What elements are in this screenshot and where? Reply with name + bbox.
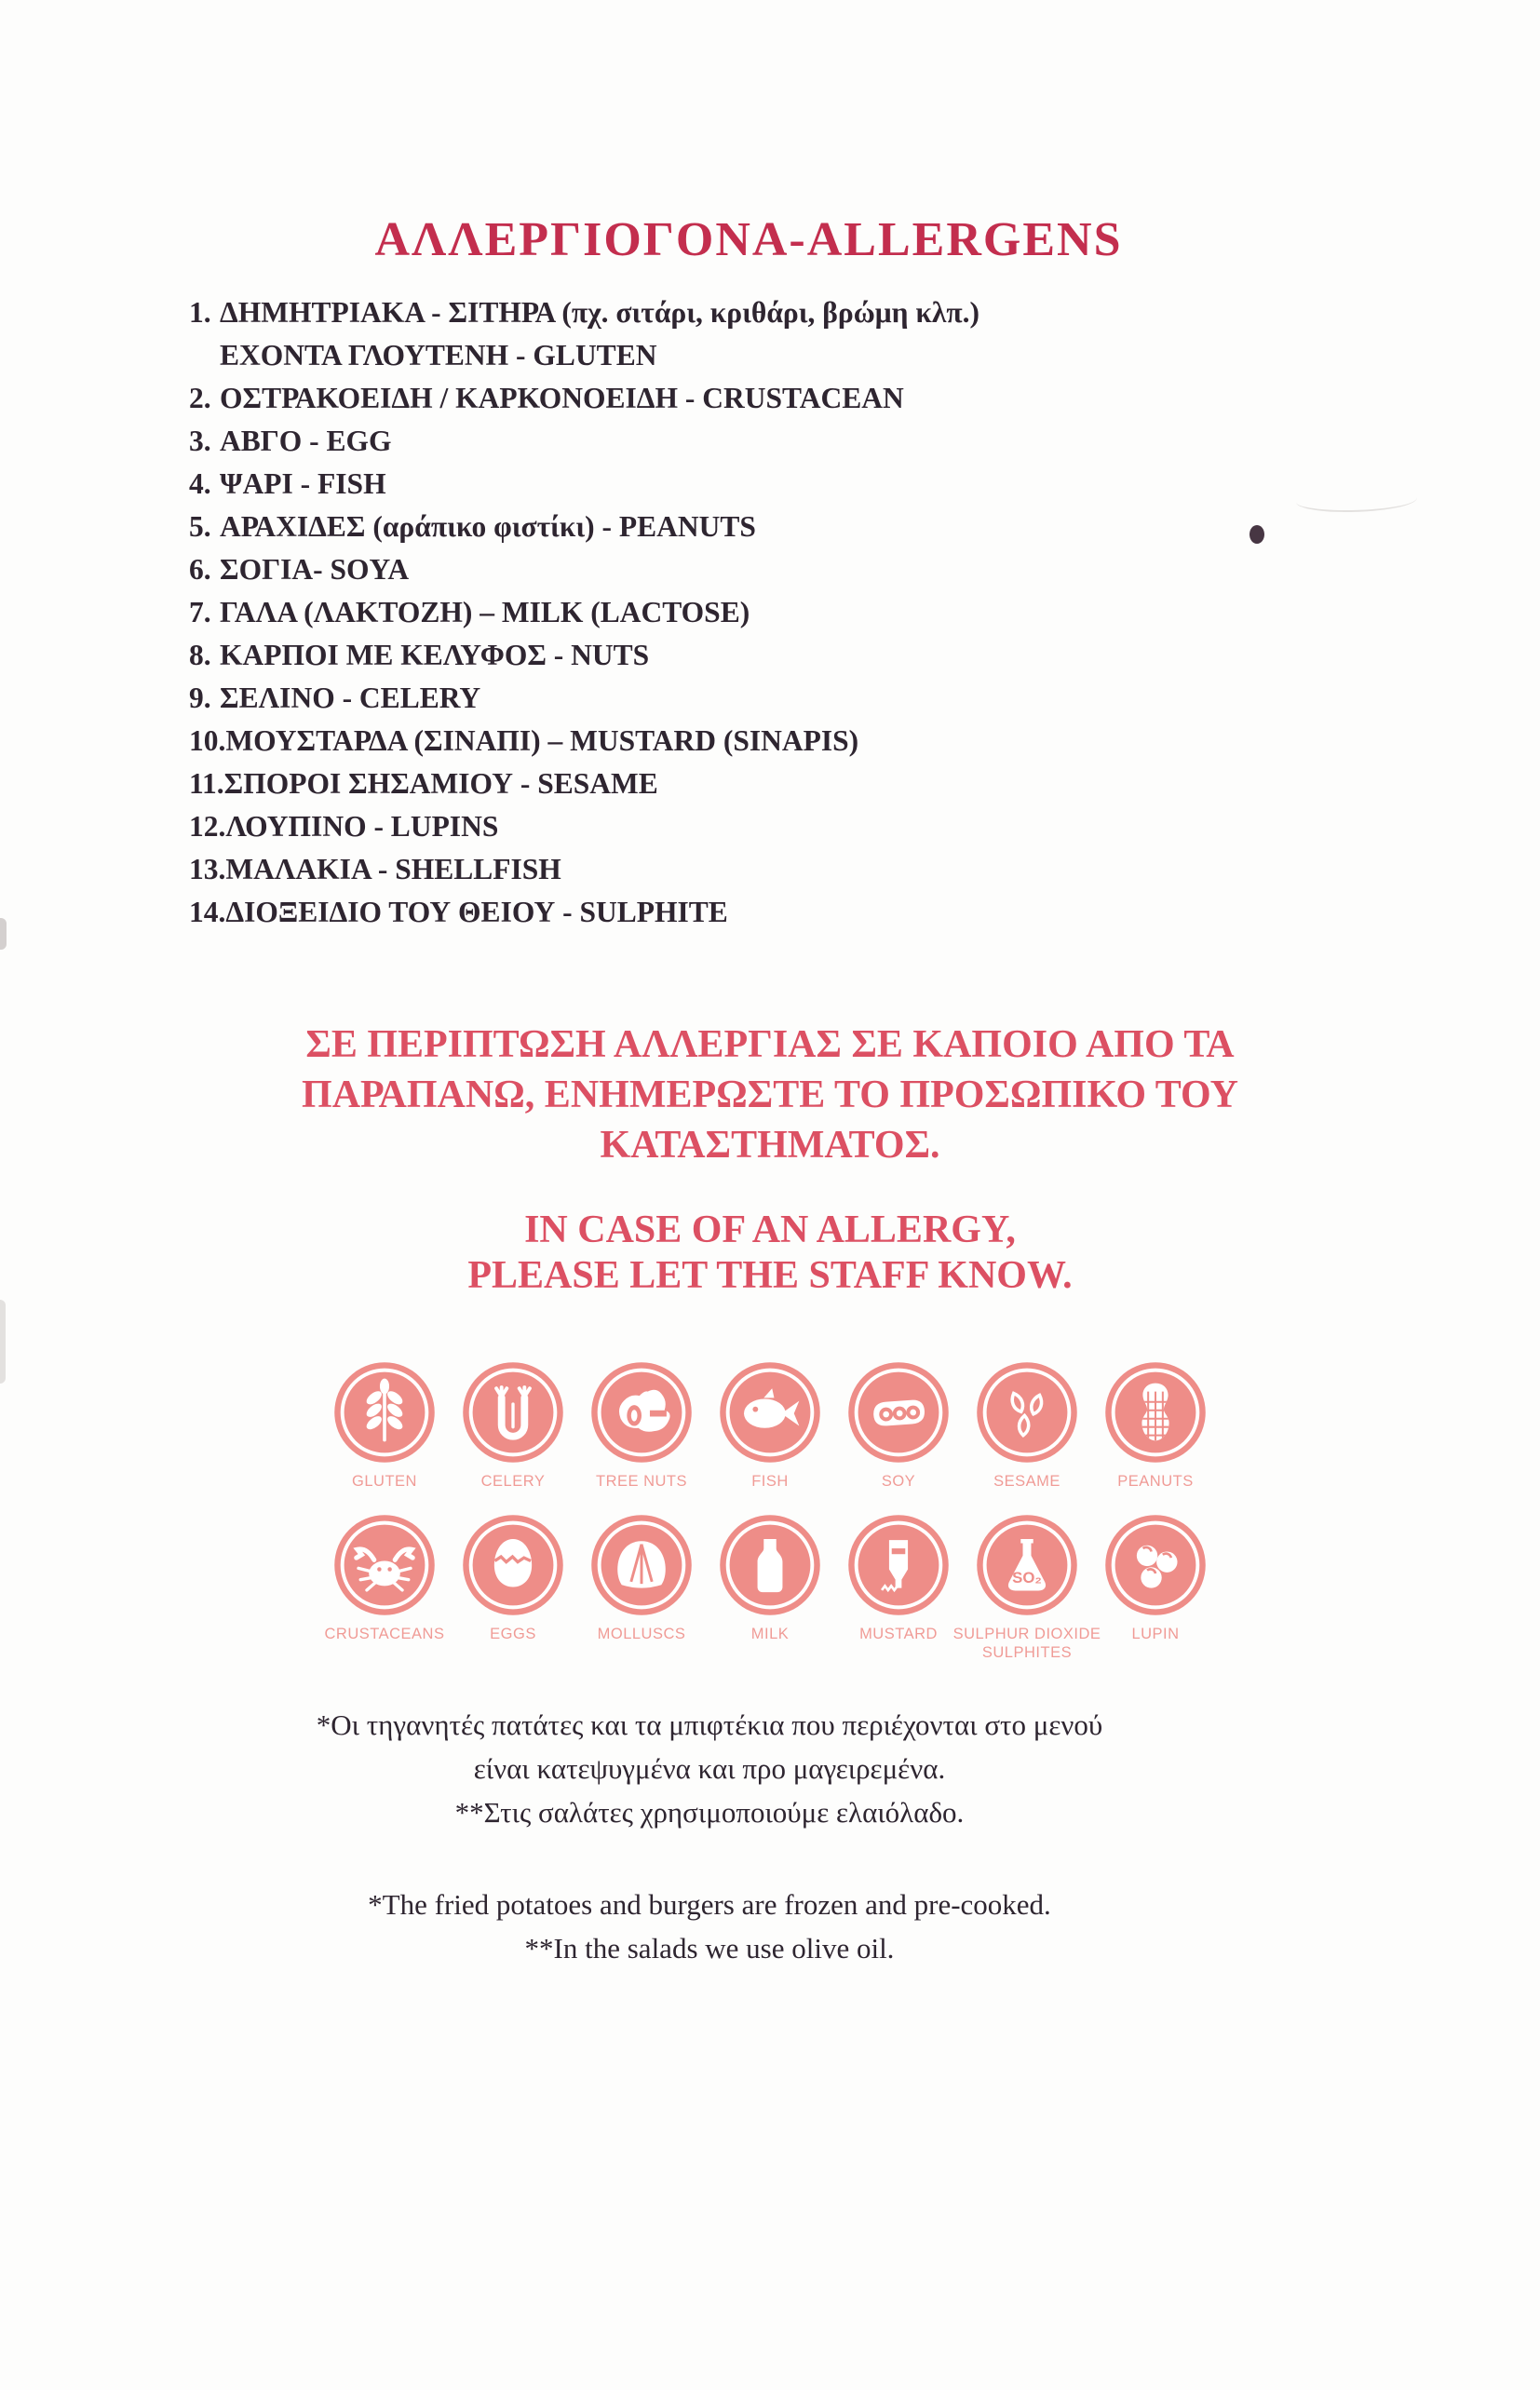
item-number: 10. [189,724,226,757]
icon-cell-sulphur-dioxide [952,1513,1101,1662]
fish-icon [718,1360,822,1465]
molluscs-icon [589,1513,694,1617]
icon-label: TREE NUTS [595,1473,687,1490]
icon-label: CELERY [480,1473,546,1490]
list-item [189,848,1484,891]
icon-cell-celery [461,1360,565,1491]
list-item [189,377,1484,420]
icon-cell-crustaceans [324,1513,445,1662]
list-item [189,291,1484,377]
icon-cell-eggs [461,1513,565,1662]
icon-label: PEANUTS [1117,1473,1194,1490]
soy-icon [846,1360,951,1465]
icon-label: FISH [751,1473,789,1490]
footnote-line: είναι κατεψυγμένα και προ μαγειρεμένα. [473,1752,946,1785]
item-number: 7. [189,596,211,628]
item-text: ΜΟΥΣΤΑΡΔΑ (ΣΙΝΑΠΙ) – MUSTARD (SINAPIS) [225,724,859,757]
sulphur-dioxide-icon [975,1513,1079,1617]
item-number: 2. [189,382,211,414]
page-title: ΑΛΛΕΡΓΙΟΓΟΝΑ-ALLERGENS [374,213,1123,266]
icon-cell-fish [718,1360,822,1491]
item-text: ΛΟΥΠΙΝΟ - LUPINS [225,810,499,843]
item-text: ΔΗΜΗΤΡΙΑΚΑ - ΣΙΤΗΡΑ (πχ. σιτάρι, κριθάρι, βρώμη κλπ.) [220,296,979,329]
item-number: 9. [189,682,211,714]
celery-icon [461,1360,565,1465]
peanuts-icon [1103,1360,1208,1465]
list-item [189,634,1484,677]
icon-cell-tree-nuts [589,1360,694,1491]
warning-line: ΠΑΡΑΠΑΝΩ, ΕΝΗΜΕΡΩΣΤΕ ΤΟ ΠΡΟΣΩΠΙΚΟ ΤΟΥ [302,1073,1238,1116]
warning-line: IN CASE OF AN ALLERGY, [524,1209,1016,1251]
eggs-icon [461,1513,565,1617]
allergen-icon-grid [0,1360,1540,1662]
icon-row-2 [0,1513,1540,1662]
item-text: ΨΑΡΙ - FISH [220,467,386,500]
list-item [189,677,1484,720]
icon-label: LUPIN [1131,1626,1180,1642]
footnote-line: **In the salads we use olive oil. [524,1932,895,1965]
item-number: 14. [189,896,226,928]
icon-cell-molluscs [589,1513,694,1662]
milk-icon [718,1513,822,1617]
list-item [189,805,1484,848]
item-number: 8. [189,639,211,671]
list-item [189,591,1484,634]
so2-text: SO₂ [1012,1569,1042,1587]
list-item [189,506,1484,548]
icon-cell-soy [846,1360,951,1491]
mustard-icon [846,1513,951,1617]
sesame-icon [975,1360,1079,1465]
icon-label: SULPHUR DIOXIDE SULPHITES [952,1626,1101,1661]
allergen-notice-page [0,212,1540,2390]
list-item [189,420,1484,463]
item-number: 11. [189,767,224,800]
icon-row-1 [0,1360,1540,1491]
icon-cell-mustard [846,1513,951,1662]
item-text: ΣΕΛΙΝΟ - CELERY [220,682,481,714]
item-number: 13. [189,853,226,885]
icon-cell-peanuts [1103,1360,1208,1491]
allergy-warning-greek [0,1019,1540,1170]
allergen-list [189,291,1484,934]
item-number: 5. [189,510,211,543]
icon-cell-sesame [975,1360,1079,1491]
icon-label: GLUTEN [352,1473,417,1490]
icon-label: SOY [881,1473,916,1490]
item-number: 12. [189,810,226,843]
item-text: ΚΑΡΠΟΙ ΜΕ ΚΕΛΥΦΟΣ - NUTS [220,639,650,671]
list-item [189,720,1484,763]
scan-edge-smudge [0,918,7,950]
item-number: 3. [189,425,211,457]
warning-line: ΣΕ ΠΕΡΙΠΤΩΣΗ ΑΛΛΕΡΓΙΑΣ ΣΕ ΚΑΠΟΙΟ ΑΠΟ ΤΑ [305,1023,1235,1066]
icon-cell-milk [718,1513,822,1662]
icon-label: MOLLUSCS [597,1626,686,1642]
tree-nuts-icon [589,1360,694,1465]
item-text: ΣΟΓΙΑ- SOYA [220,553,410,586]
item-text: ΓΑΛΑ (ΛΑΚΤΟΖΗ) – MILK (LACTOSE) [220,596,750,628]
item-text: ΔΙΟΞΕΙΔΙΟ ΤΟΥ ΘΕΙΟΥ - SULPHITE [225,896,728,928]
footnote-line: **Στις σαλάτες χρησιμοποιούμε ελαιόλαδο. [454,1796,965,1829]
icon-label: EGGS [490,1626,536,1642]
footnote-line: *Οι τηγανητές πατάτες και τα μπιφτέκια που περιέχονται στο μενού [316,1708,1103,1741]
icon-cell-gluten [332,1360,437,1491]
item-number: 1. [189,296,211,329]
icon-label: MILK [750,1626,790,1642]
warning-line: PLEASE LET THE STAFF KNOW. [467,1254,1073,1297]
lupin-icon [1103,1513,1208,1617]
footnote-line: *The fried potatoes and burgers are frozen and pre-cooked. [368,1888,1051,1921]
item-text: ΑΒΓΟ - EGG [220,425,392,457]
item-text-continuation: ΕΧΟΝΤΑ ΓΛΟΥΤΕΝΗ - GLUTEN [220,339,657,371]
icon-label: CRUSTACEANS [324,1626,445,1642]
warning-line: ΚΑΤΑΣΤΗΜΑΤΟΣ. [600,1124,940,1167]
icon-cell-lupin [1103,1513,1208,1662]
footnote-english [0,1883,1540,1970]
item-number: 4. [189,467,211,500]
icon-label: MUSTARD [859,1626,938,1642]
list-item [189,763,1484,805]
item-text: ΟΣΤΡΑΚΟΕΙΔΗ / ΚΑΡΚΟΝΟΕΙΔΗ - CRUSTACEAN [220,382,904,414]
item-number: 6. [189,553,211,586]
list-item [189,463,1484,506]
crustaceans-icon [332,1513,437,1617]
gluten-icon [332,1360,437,1465]
list-item [189,548,1484,591]
footnote-greek [0,1703,1540,1834]
item-text: ΣΠΟΡΟΙ ΣΗΣΑΜΙΟΥ - SESAME [223,767,658,800]
allergy-warning-english [0,1208,1540,1299]
item-text: ΜΑΛΑΚΙΑ - SHELLFISH [225,853,561,885]
icon-label: SESAME [993,1473,1060,1490]
list-item [189,891,1484,934]
item-text: ΑΡΑΧΙΔΕΣ (αράπικο φιστίκι) - PEANUTS [220,510,756,543]
